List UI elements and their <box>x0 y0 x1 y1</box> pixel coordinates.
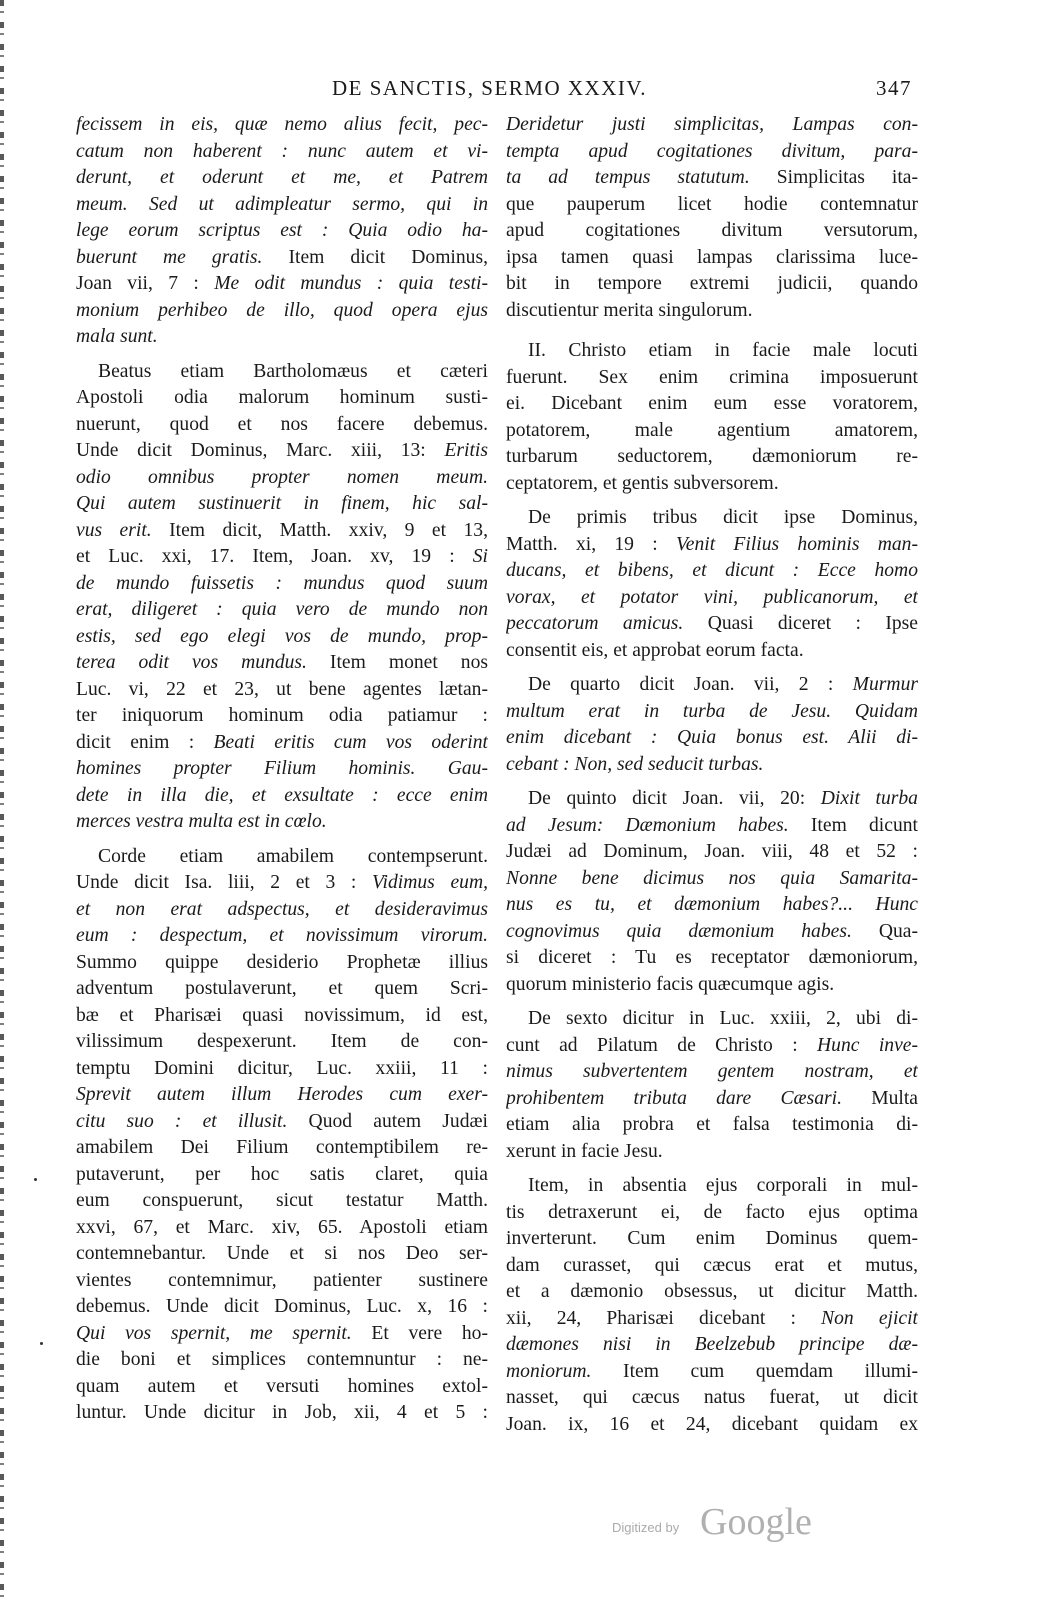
text-line <box>76 650 488 677</box>
text-line <box>76 165 488 192</box>
text-segment: Luc. vi, 22 et 23, ut bene agentes lætan- <box>76 678 488 700</box>
text-line <box>506 1173 918 1200</box>
text-segment: Apostoli odia malorum hominum susti- <box>76 387 488 408</box>
italic-segment: catum non haberent : nunc autem et vi- <box>76 140 488 162</box>
text-line <box>506 1086 918 1113</box>
italic-segment: Si <box>472 546 488 567</box>
text-segment: II. Christo etiam in facie male locuti <box>528 340 918 361</box>
text-line <box>506 752 918 779</box>
text-line <box>506 585 918 612</box>
page-number: 347 <box>876 76 912 100</box>
text-segment: et Luc. xxi, 17. Item, Joan. xv, 19 : <box>76 546 473 567</box>
text-line <box>76 571 488 598</box>
italic-segment: dete in illa die, et exsultate : ecce enim <box>76 784 488 806</box>
text-line <box>76 271 488 298</box>
italic-segment: fecissem in eis, quæ nemo alius fecit, pec- <box>76 114 488 135</box>
digitized-by-text: Digitized by <box>612 1520 680 1535</box>
text-line <box>76 544 488 571</box>
text-line <box>506 298 918 325</box>
text-segment: De quinto dicit Joan. vii, 20: <box>528 788 821 809</box>
text-segment: De quarto dicit Joan. vii, 2 : <box>528 674 853 695</box>
text-line <box>506 699 918 726</box>
italic-segment: estis, sed ego elegi vos de mundo, prop- <box>76 625 488 647</box>
text-line <box>506 139 918 166</box>
text-line <box>76 1082 488 1109</box>
italic-segment: dæmones nisi in Beelzebub principe dæ- <box>506 1334 918 1355</box>
text-segment: nuerunt, quod et nos facere debemus. <box>76 413 488 435</box>
text-segment: Simplicitas ita- <box>749 167 918 188</box>
text-line <box>506 1306 918 1333</box>
text-segment: potatorem, male agentium amatorem, <box>506 419 918 441</box>
italic-segment: Non ejicit <box>821 1307 918 1329</box>
text-line <box>506 391 918 418</box>
text-line <box>76 1374 488 1401</box>
text-line <box>506 365 918 392</box>
text-line <box>76 412 488 439</box>
text-segment: Multa <box>842 1087 918 1109</box>
text-segment: si diceret : Tu es receptator dæmoniorum, <box>506 947 918 968</box>
text-line <box>506 611 918 638</box>
text-segment: inverterunt. Cum enim Dominus quem- <box>506 1228 918 1249</box>
text-line <box>506 892 918 919</box>
italic-segment: prohibentem tributa dare Cæsari. <box>506 1087 842 1109</box>
italic-segment: Dixit turba <box>820 788 918 809</box>
italic-segment: mala sunt. <box>76 326 158 347</box>
text-line <box>506 1385 918 1412</box>
text-line <box>506 1332 918 1359</box>
text-segment: Qua- <box>851 920 918 942</box>
italic-segment: Venit Filius hominis man- <box>675 533 918 555</box>
italic-segment: cognovimus quia dæmonium habes. <box>506 920 852 942</box>
left-column <box>76 112 488 1427</box>
text-segment: vientes contemnimur, patienter sustinere <box>76 1269 488 1291</box>
text-line <box>76 1188 488 1215</box>
text-line <box>76 976 488 1003</box>
text-segment: fuerunt. Sex enim crimina imposuerunt <box>506 366 918 388</box>
text-segment: temptu Domini dicitur, Luc. xxiii, 11 : <box>76 1057 488 1079</box>
text-segment: Quod autem Judæi <box>287 1110 488 1132</box>
text-line <box>76 1162 488 1189</box>
text-line <box>76 703 488 730</box>
text-line <box>76 438 488 465</box>
italic-segment: Sprevit autem illum Herodes cum exer- <box>76 1084 488 1105</box>
text-line <box>76 1029 488 1056</box>
text-line <box>506 338 918 365</box>
text-segment: cunt ad Pilatum de Christo : <box>506 1034 818 1056</box>
text-line <box>76 624 488 651</box>
italic-segment: lege eorum scriptus est : Quia odio ha- <box>76 220 488 241</box>
italic-segment: vorax, et potator vini, publicanorum, et <box>506 586 918 608</box>
text-line <box>76 192 488 219</box>
italic-segment: erat, diligeret : quia vero de mundo non <box>76 599 488 620</box>
text-line <box>506 1059 918 1086</box>
italic-segment: nimus subvertentem gentem nostram, et <box>506 1061 918 1082</box>
text-line <box>506 1279 918 1306</box>
text-line <box>506 471 918 498</box>
text-line <box>76 809 488 836</box>
text-line <box>76 112 488 139</box>
text-line <box>506 866 918 893</box>
italic-segment: meum. Sed ut adimpleatur sermo, qui in <box>76 193 488 215</box>
text-segment: que pauperum licet hodie contemnatur <box>506 193 918 215</box>
text-segment: Item dicit, Matth. xxiv, 9 et 13, <box>151 519 488 541</box>
italic-segment: Hunc inve- <box>817 1034 918 1056</box>
text-segment: Item cum quemdam illumi- <box>591 1360 918 1382</box>
text-segment: ceptatorem, et gentis subversorem. <box>506 472 779 494</box>
text-line <box>76 1109 488 1136</box>
text-line <box>76 1321 488 1348</box>
text-segment: consentit eis, et approbat eorum facta. <box>506 639 804 661</box>
text-segment: eum conspuerunt, sicut testatur Matth. <box>76 1190 488 1211</box>
italic-segment: derunt, et oderunt et me, et Patrem <box>76 167 488 188</box>
text-line <box>76 923 488 950</box>
text-segment: Unde dicit Isa. liii, 2 et 3 : <box>76 872 373 893</box>
text-segment: Quasi diceret : Ipse <box>683 613 918 634</box>
text-segment: quam autem et versuti homines extol- <box>76 1375 488 1397</box>
text-segment: xxvi, 67, et Marc. xiv, 65. Apostoli etiam <box>76 1216 488 1238</box>
text-segment: turbarum seductorem, dæmoniorum re- <box>506 446 918 467</box>
italic-segment: terea odit vos mundus. <box>76 652 307 673</box>
text-line <box>506 945 918 972</box>
text-segment: Joan. ix, 16 et 24, dicebant quidam ex <box>506 1413 918 1435</box>
text-line <box>76 1241 488 1268</box>
italic-segment: multum erat in turba de Jesu. Quidam <box>506 700 918 722</box>
header-title: DE SANCTIS, SERMO XXXIV. <box>332 76 648 100</box>
text-line <box>76 245 488 272</box>
scan-edge-artifact <box>0 0 4 1600</box>
text-segment: etiam alia probra et falsa testimonia di- <box>506 1114 918 1135</box>
text-line <box>506 418 918 445</box>
text-segment: apud cogitationes divitum versutorum, <box>506 220 918 241</box>
italic-segment: vus erit. <box>76 519 152 541</box>
text-segment: Beatus etiam Bartholomæus et cæteri <box>98 360 488 382</box>
text-line <box>506 1139 918 1166</box>
text-segment: De sexto dicitur in Luc. xxiii, 2, ubi di- <box>528 1008 918 1029</box>
text-segment: Item, in absentia ejus corporali in mul- <box>528 1175 918 1196</box>
text-line <box>76 897 488 924</box>
italic-segment: moniorum. <box>506 1360 592 1382</box>
text-line <box>506 919 918 946</box>
text-line <box>506 1359 918 1386</box>
text-line <box>76 324 488 351</box>
italic-segment: Murmur <box>852 674 918 695</box>
speck-mark <box>40 1342 43 1345</box>
text-segment: Summo quippe desiderio Prophetæ illius <box>76 951 488 973</box>
italic-segment: eum : despectum, et novissimum virorum. <box>76 925 488 946</box>
italic-segment: enim dicebant : Quia bonus est. Alii di- <box>506 727 918 748</box>
text-line <box>506 1200 918 1227</box>
text-segment: bit in tempore extremi judicii, quando <box>506 273 918 294</box>
text-segment: putaverunt, per hoc satis claret, quia <box>76 1163 488 1185</box>
text-line <box>506 813 918 840</box>
italic-segment: Eritis <box>444 440 488 461</box>
text-segment: Judæi ad Dominum, Joan. viii, 48 et 52 : <box>506 841 918 862</box>
italic-segment: tempta apud cogitationes divitum, para- <box>506 140 918 162</box>
italic-segment: Beati eritis cum vos oderint <box>213 731 488 753</box>
italic-segment: nus es tu, et dæmonium habes?... Hunc <box>506 894 918 915</box>
text-segment: xii, 24, Pharisæi dicebant : <box>506 1307 822 1329</box>
text-line <box>506 112 918 139</box>
text-segment: Item monet nos <box>306 652 488 673</box>
text-line <box>76 491 488 518</box>
text-line <box>76 1294 488 1321</box>
text-line <box>506 1033 918 1060</box>
text-line <box>76 677 488 704</box>
text-line <box>76 1056 488 1083</box>
text-segment: luntur. Unde dicitur in Job, xii, 4 et 5 : <box>76 1402 488 1423</box>
italic-segment: buerunt me gratis. <box>76 246 263 268</box>
right-column <box>506 112 918 1438</box>
text-line <box>506 218 918 245</box>
italic-segment: merces vestra multa est in cœlo. <box>76 811 327 832</box>
text-line <box>76 1400 488 1427</box>
text-line <box>76 783 488 810</box>
text-segment: ipsa tamen quasi lampas clarissima luce- <box>506 246 918 268</box>
italic-segment: peccatorum amicus. <box>506 613 684 634</box>
italic-segment: Me odit mundus : quia testi- <box>214 273 488 294</box>
text-segment: nasset, qui cæcus natus fuerat, ut dicit <box>506 1387 918 1408</box>
italic-segment: Qui vos spernit, me spernit. <box>76 1322 352 1344</box>
italic-segment: Nonne bene dicimus nos quia Samarita- <box>506 867 918 889</box>
text-line <box>506 839 918 866</box>
text-segment: debemus. Unde dicit Dominus, Luc. x, 16 : <box>76 1296 488 1317</box>
text-segment: die boni et simplices contemnuntur : ne- <box>76 1349 488 1370</box>
text-line <box>76 1003 488 1030</box>
text-line <box>76 1268 488 1295</box>
text-segment: Unde dicit Dominus, Marc. xiii, 13: <box>76 440 445 461</box>
text-segment: ei. Dicebant enim eum esse voratorem, <box>506 393 918 414</box>
text-line <box>76 359 488 386</box>
text-line <box>76 298 488 325</box>
text-line <box>76 844 488 871</box>
text-segment: contemnebantur. Unde et si nos Deo ser- <box>76 1243 488 1264</box>
text-line <box>506 972 918 999</box>
text-line <box>76 756 488 783</box>
italic-segment: Deridetur justi simplicitas, Lampas con- <box>506 114 918 135</box>
italic-segment: ta ad tempus statutum. <box>506 167 750 188</box>
text-line <box>506 444 918 471</box>
italic-segment: ducans, et bibens, et dicunt : Ecce homo <box>506 560 918 581</box>
text-line <box>506 245 918 272</box>
text-line <box>506 558 918 585</box>
italic-segment: Qui autem sustinuerit in finem, hic sal- <box>76 493 488 514</box>
text-line <box>76 218 488 245</box>
text-segment: Item dicunt <box>788 814 918 836</box>
text-segment: ter iniquorum hominum odia patiamur : <box>76 705 488 726</box>
text-line <box>76 465 488 492</box>
text-line <box>506 192 918 219</box>
text-segment: et a dæmonio obsessus, ut dicitur Matth. <box>506 1281 918 1302</box>
text-line <box>76 1347 488 1374</box>
text-segment: xerunt in facie Jesu. <box>506 1140 663 1162</box>
text-segment: tis detraxerunt ei, de facto ejus optima <box>506 1201 918 1223</box>
italic-segment: homines propter Filium hominis. Gau- <box>76 758 488 779</box>
text-line <box>506 672 918 699</box>
italic-segment: ad Jesum: Dæmonium habes. <box>506 814 789 836</box>
text-segment: quorum ministerio facis quæcumque agis. <box>506 973 835 995</box>
text-line <box>76 1215 488 1242</box>
text-line <box>506 1253 918 1280</box>
text-line <box>506 505 918 532</box>
text-line <box>76 1135 488 1162</box>
italic-segment: de mundo fuissetis : mundus quod suum <box>76 572 488 594</box>
text-segment: discutientur merita singulorum. <box>506 299 753 321</box>
text-segment: bæ et Pharisæi quasi novissimum, id est, <box>76 1004 488 1026</box>
text-line <box>76 730 488 757</box>
text-line <box>506 638 918 665</box>
text-line <box>506 165 918 192</box>
text-segment: Corde etiam amabilem contempserunt. <box>98 845 488 867</box>
text-line <box>506 532 918 559</box>
text-segment: Matth. xi, 19 : <box>506 533 676 555</box>
text-segment: Item dicit Dominus, <box>262 246 488 268</box>
text-segment: Joan vii, 7 : <box>76 273 215 294</box>
text-line <box>76 139 488 166</box>
text-segment: adventum postulaverunt, et quem Scri- <box>76 978 488 999</box>
speck-mark <box>34 1178 37 1181</box>
text-line <box>76 870 488 897</box>
text-segment: De primis tribus dicit ipse Dominus, <box>528 507 918 528</box>
text-line <box>506 1412 918 1439</box>
text-line <box>506 1112 918 1139</box>
text-line <box>506 1006 918 1033</box>
text-line <box>76 518 488 545</box>
italic-segment: cebant : Non, sed seducit turbas. <box>506 753 764 775</box>
text-line <box>506 271 918 298</box>
italic-segment: odio omnibus propter nomen meum. <box>76 466 488 488</box>
running-header <box>0 76 1058 106</box>
text-line <box>506 786 918 813</box>
google-logo: Google <box>700 1501 812 1543</box>
italic-segment: citu suo : et illusit. <box>76 1110 288 1132</box>
text-segment: dam curasset, qui cæcus erat et mutus, <box>506 1254 918 1276</box>
italic-segment: et non erat adspectus, et desideravimus <box>76 898 488 920</box>
text-line <box>76 385 488 412</box>
italic-segment: Vidimus eum, <box>372 872 488 893</box>
text-segment: dicit enim : <box>76 731 214 753</box>
text-line <box>76 597 488 624</box>
text-segment: Et vere ho- <box>351 1322 488 1344</box>
digitized-watermark <box>612 1500 852 1544</box>
text-line <box>506 1226 918 1253</box>
italic-segment: monium perhibeo de illo, quod opera ejus <box>76 299 488 321</box>
text-segment: amabilem Dei Filium contemptibilem re- <box>76 1137 488 1158</box>
text-segment: vilissimum despexerunt. Item de con- <box>76 1031 488 1052</box>
text-line <box>506 725 918 752</box>
text-line <box>76 950 488 977</box>
